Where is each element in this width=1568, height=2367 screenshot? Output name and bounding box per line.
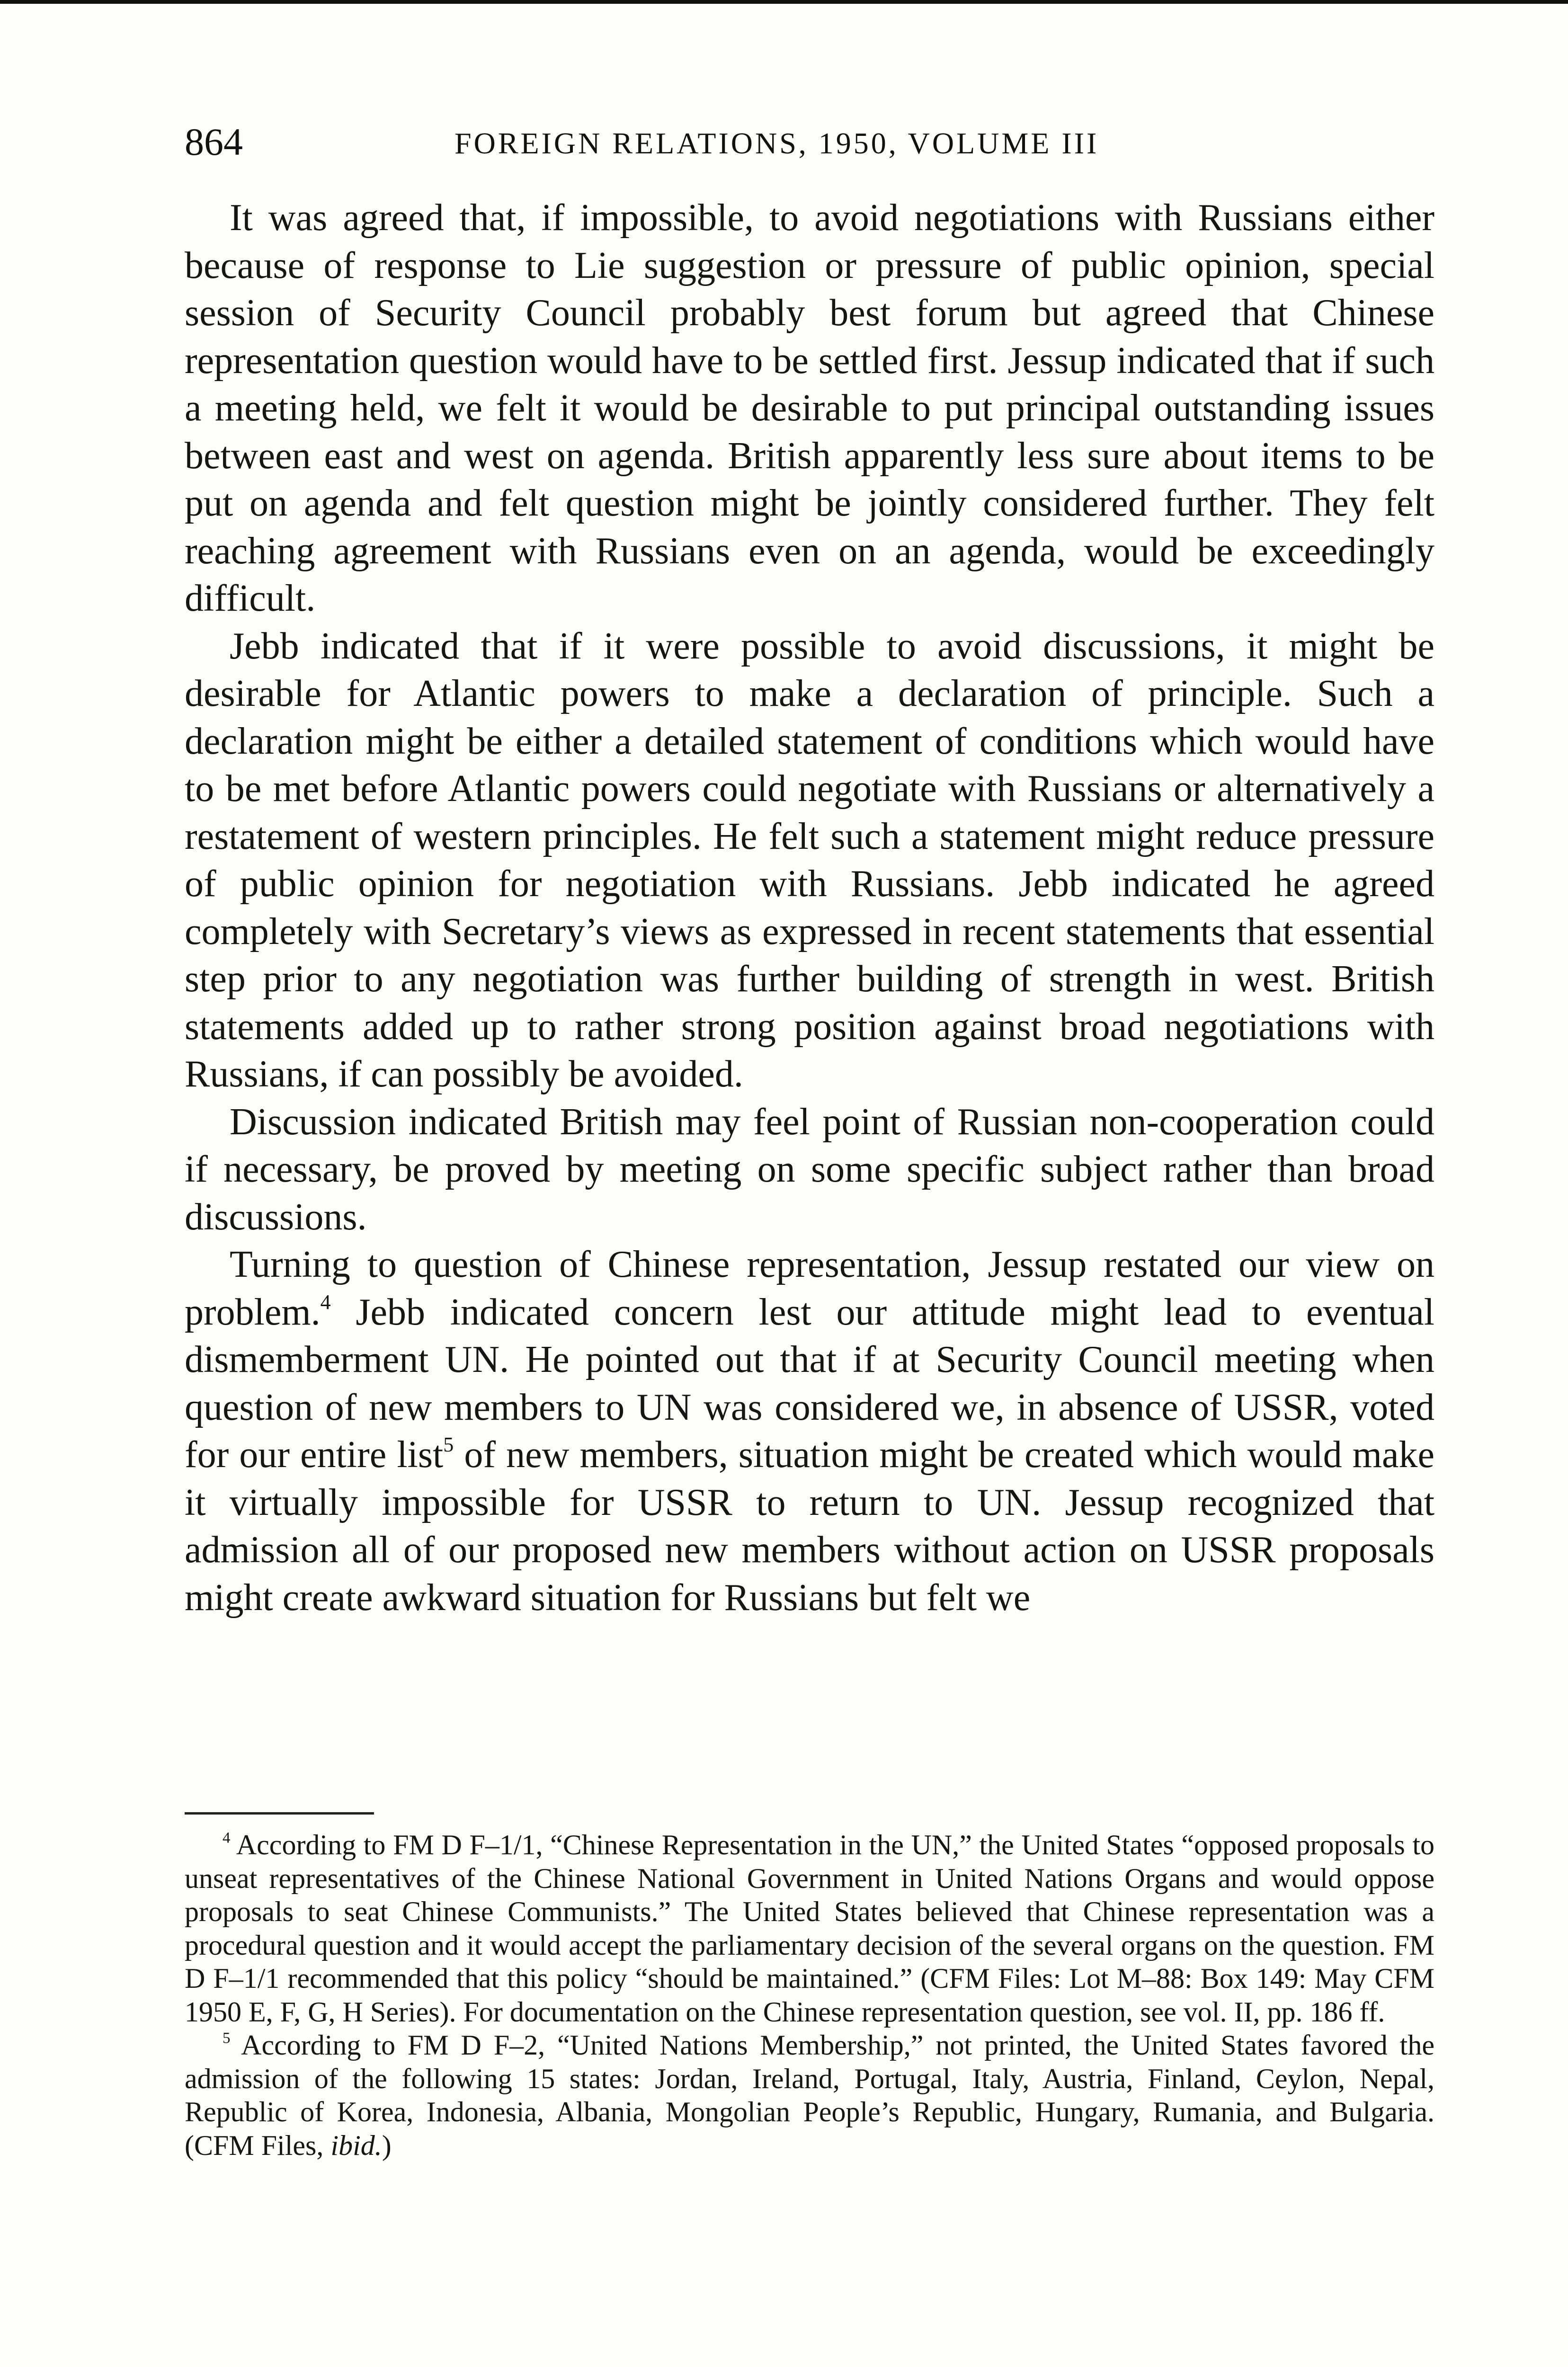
footnote-divider bbox=[185, 1812, 374, 1815]
main-text bbox=[185, 194, 1434, 1621]
footnote-5-ibid: ibid. bbox=[330, 2129, 382, 2161]
paragraph-chinese-representation-text-b: Jebb indicated concern lest our attitude might lead to eventual dismemberment UN. He pointed out that if at Security Council meeting when question of new members to UN was considered we, in absence of USSR, voted for our entire list bbox=[185, 1291, 1434, 1476]
footnote-4 bbox=[185, 1828, 1434, 2029]
footnote-4-volume: II bbox=[1234, 1996, 1253, 2028]
footnote-reference-5: 5 bbox=[443, 1433, 454, 1456]
paragraph-jebb-declaration bbox=[185, 623, 1434, 1098]
footnote-5 bbox=[185, 2029, 1434, 2162]
running-head bbox=[185, 118, 1434, 166]
paragraph-chinese-representation-text-a: Turning to question of Chinese representation, Jessup restated our view on problem. bbox=[185, 1244, 1434, 1333]
footnote-4-text-b: , pp. 186 ff. bbox=[1253, 1996, 1385, 2028]
footnote-5-text-a: According to FM D F–2, “United Nations Membership,” not printed, the United States favored the admission of the following 15 states: Jordan, Ireland, Portugal, Italy, Austria, Finland, Ceylon, Nepal, Republic of Korea, Indonesia, Albania, Mongolian People’s Republic, Hungary, Rumania, and Bulgaria. (CFM Files, bbox=[185, 2029, 1434, 2161]
paragraph-chinese-representation-text-c: of new members, situation might be created which would make it virtually impossible for USSR to return to UN. Jessup recognized that admission all of our proposed new members without action on USSR proposals might create awkward situation for Russians but felt we bbox=[185, 1434, 1435, 1619]
paragraph-agenda bbox=[185, 194, 1434, 623]
footnote-5-text-b: ) bbox=[382, 2129, 392, 2161]
footnotes bbox=[185, 1828, 1434, 2162]
top-scan-border bbox=[0, 0, 1568, 4]
footnote-reference-4: 4 bbox=[320, 1290, 331, 1314]
paragraph-noncooperation bbox=[185, 1098, 1434, 1241]
running-head-title: FOREIGN RELATIONS, 1950, VOLUME III bbox=[454, 126, 1099, 160]
paragraph-jebb-declaration-text: Jebb indicated that if it were possible to avoid discussions, it might be desirable for Atlantic powers to make a declaration of principle. Such a declaration might be either a detailed statement of conditions which would have to be met before Atlantic powers could negotiate with Russians or alternatively a restatement of western principles. He felt such a statement might reduce pressure of public opinion for negotiation with Russians. Jebb indicated he agreed completely with Secretary’s views as expressed in recent statements that essential step prior to any negotiation was further building of strength in west. British statements added up to rather strong position against broad negotiations with Russians, if can possibly be avoided. bbox=[185, 625, 1434, 1095]
footnote-4-text-a: According to FM D F–1/1, “Chinese Representation in the UN,” the United States “opposed proposals to unseat representatives of the Chinese National Government in United Nations Organs and would oppose proposals to seat Chinese Communists.” The United States believed that Chinese representation was a procedural question and it would accept the parliamentary decision of the several organs on the question. FM D F–1/1 recommended that this policy “should be maintained.” (CFM Files: Lot M–88: Box 149: May CFM 1950 E, F, G, H Series). For documentation on the Chinese representation question, see vol. bbox=[185, 1829, 1434, 2028]
footnote-marker-5: 5 bbox=[223, 2029, 231, 2047]
paragraph-agenda-text: It was agreed that, if impossible, to avoid negotiations with Russians either because of response to Lie suggestion or pressure of public opinion, special session of Security Council probably best forum but agreed that Chinese representation question would have to be settled first. Jessup indicated that if such a meeting held, we felt it would be desirable to put principal outstanding issues between east and west on agenda. British apparently less sure about items to be put on agenda and felt question might be jointly considered further. They felt reaching agreement with Russians even on an agenda, would be exceedingly difficult. bbox=[185, 197, 1434, 619]
paragraph-noncooperation-text: Discussion indicated British may feel point of Russian non-cooperation could if necessary, be proved by meeting on some specific subject rather than broad discussions. bbox=[185, 1101, 1434, 1238]
paragraph-chinese-representation bbox=[185, 1241, 1434, 1621]
page-number: 864 bbox=[185, 120, 243, 163]
footnote-marker-4: 4 bbox=[223, 1829, 231, 1847]
